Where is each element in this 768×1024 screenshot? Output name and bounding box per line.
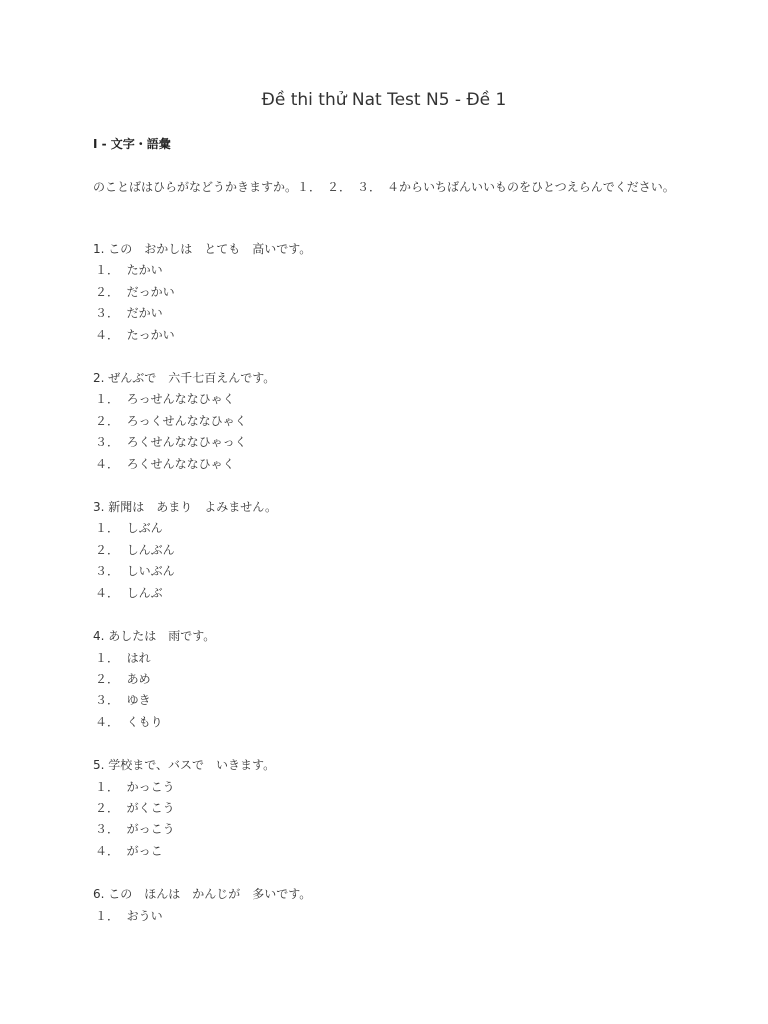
answer-option: ２． ろっくせんななひゃく bbox=[95, 413, 247, 428]
question-stem: 3. 新聞は あまり よみません。 bbox=[93, 500, 277, 515]
question-3 bbox=[93, 497, 693, 604]
page-title: Đề thi thử Nat Test N5 - Đề 1 bbox=[261, 90, 507, 110]
answer-option: １． おうい bbox=[95, 908, 163, 923]
answer-option: ４． くもり bbox=[95, 714, 163, 729]
answer-option: ２． がくこう bbox=[95, 800, 175, 815]
answer-option: ４． たっかい bbox=[95, 327, 175, 342]
answer-option: １． はれ bbox=[95, 650, 151, 665]
question-stem: 4. あしたは 雨です。 bbox=[93, 629, 216, 644]
answer-option: ３． がっこう bbox=[95, 822, 175, 837]
question-2 bbox=[93, 368, 693, 475]
answer-option: ２． あめ bbox=[95, 671, 151, 686]
answer-option: ２． だっかい bbox=[95, 284, 175, 299]
answer-option: ３． しいぶん bbox=[95, 564, 175, 579]
answer-option: ４． がっこ bbox=[95, 843, 163, 858]
answer-option: ４． ろくせんななひゃく bbox=[95, 456, 235, 471]
answer-option: ３． ろくせんななひゃっく bbox=[95, 435, 247, 450]
question-4 bbox=[93, 626, 693, 733]
answer-option: １． たかい bbox=[95, 263, 163, 278]
instructions-text: のことばはひらがなどうかきますか。１． ２． ３． ４からいちばんいいものをひとつえらんでください。 bbox=[93, 180, 675, 194]
answer-option: ２． しんぶん bbox=[95, 542, 175, 557]
question-5 bbox=[93, 755, 693, 862]
answer-option: ３． だかい bbox=[95, 306, 163, 321]
section-heading: I - 文字・語彙 bbox=[93, 137, 171, 151]
question-6 bbox=[93, 884, 693, 927]
question-stem: 6. この ほんは かんじが 多いです。 bbox=[93, 887, 312, 902]
question-1 bbox=[93, 239, 693, 346]
question-stem: 5. 学校まで、バスで いきます。 bbox=[93, 758, 276, 773]
question-stem: 1. この おかしは とても 高いです。 bbox=[93, 242, 312, 256]
question-stem: 2. ぜんぶで 六千七百えんです。 bbox=[93, 371, 276, 386]
answer-option: ３． ゆき bbox=[95, 693, 151, 708]
answer-option: ４． しんぶ bbox=[95, 585, 163, 600]
answer-option: １． かっこう bbox=[95, 779, 175, 794]
answer-option: １． ろっせんななひゃく bbox=[95, 392, 235, 407]
answer-option: １． しぶん bbox=[95, 521, 163, 536]
question-list bbox=[93, 239, 693, 949]
